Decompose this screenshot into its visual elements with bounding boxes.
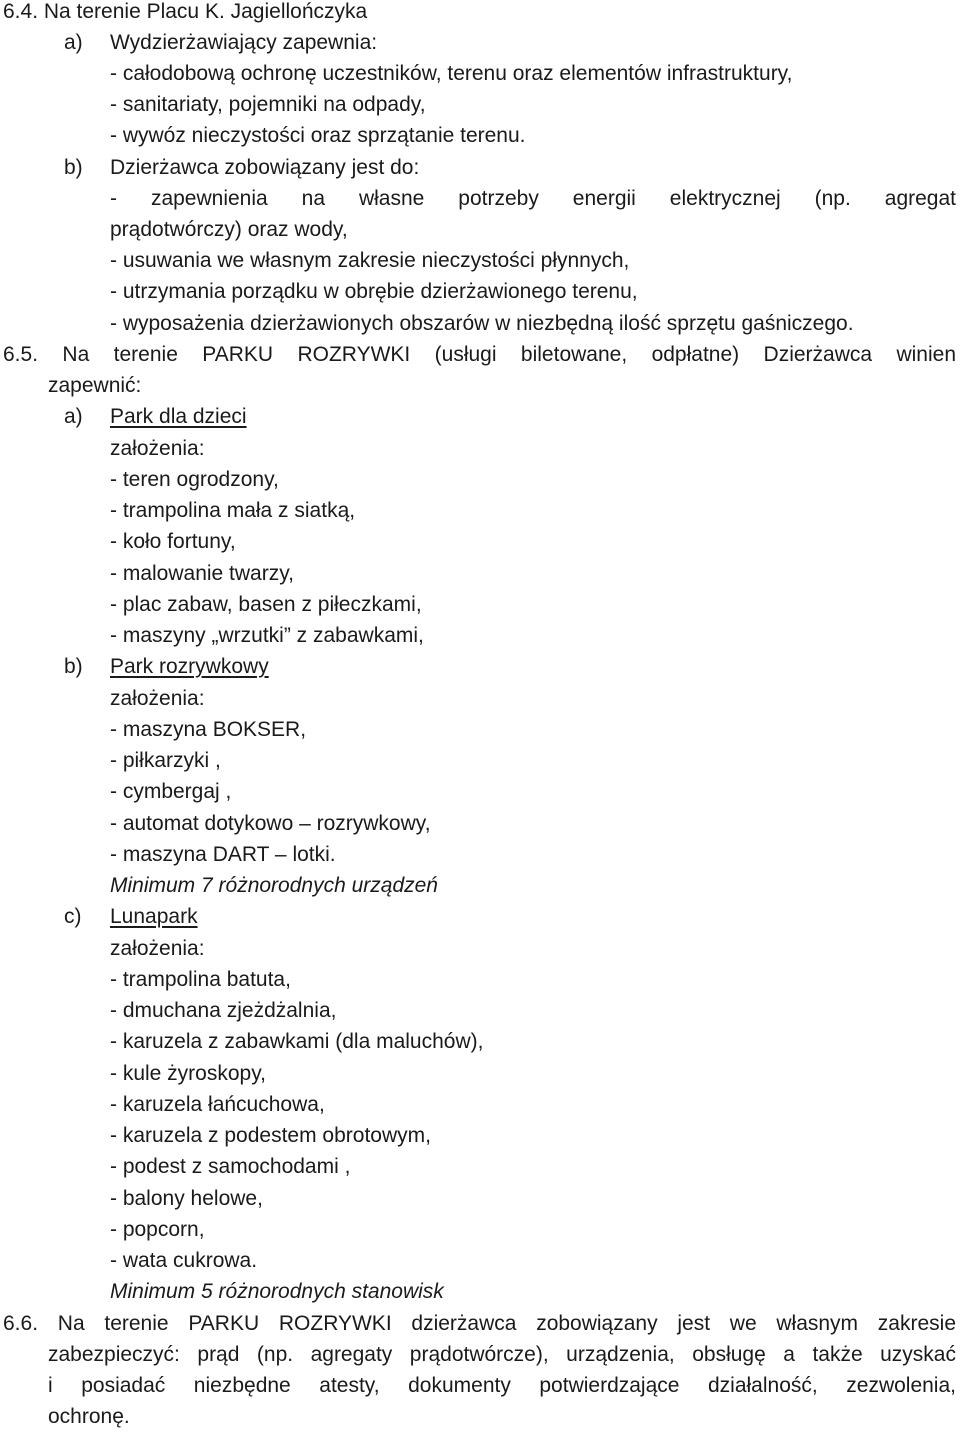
- list-item: - wata cukrowa.: [110, 1249, 258, 1272]
- list-item: - trampolina mała z siatką,: [110, 499, 356, 522]
- list-item: - utrzymania porządku w obrębie dzierżawionego terenu,: [110, 280, 638, 303]
- section-6-6-heading: 6.6. Na terenie PARKU ROZRYWKI dzierżawca zobowiązany jest we własnym zakresie: [3, 1312, 956, 1335]
- item-b-title: Dzierżawca zobowiązany jest do:: [110, 156, 420, 179]
- park-rozrywkowy-title: Park rozrywkowy: [110, 655, 269, 678]
- section-6-5-heading-continuation: zapewnić:: [48, 374, 142, 397]
- list-item: - maszyna DART – lotki.: [110, 843, 336, 866]
- item-a-title: Wydzierżawiający zapewnia:: [110, 31, 378, 54]
- list-item: - podest z samochodami ,: [110, 1155, 351, 1178]
- list-item: - cymbergaj ,: [110, 780, 232, 803]
- list-item: - balony helowe,: [110, 1187, 263, 1210]
- list-item: - wywóz nieczystości oraz sprzątanie terenu.: [110, 124, 526, 147]
- list-item: - karuzela łańcuchowa,: [110, 1093, 325, 1116]
- list-item: - teren ogrodzony,: [110, 468, 279, 491]
- list-item: - trampolina batuta,: [110, 968, 291, 991]
- item-c-marker: c): [64, 905, 82, 928]
- assumptions-label: założenia:: [110, 937, 205, 960]
- list-item: - karuzela z zabawkami (dla maluchów),: [110, 1030, 484, 1053]
- list-item: - dmuchana zjeżdżalnia,: [110, 999, 337, 1022]
- list-item: - maszyna BOKSER,: [110, 718, 307, 741]
- list-item: - malowanie twarzy,: [110, 562, 294, 585]
- list-item: - zapewnienia na własne potrzeby energii elektrycznej (np. agregat: [110, 187, 956, 210]
- list-item-continuation: prądotwórczy) oraz wody,: [110, 218, 348, 241]
- section-6-6-text: i posiadać niezbędne atesty, dokumenty potwierdzające działalność, zezwolenia,: [48, 1374, 956, 1397]
- section-6-6-text: ochronę.: [48, 1405, 130, 1428]
- list-item: - automat dotykowo – rozrywkowy,: [110, 812, 431, 835]
- list-item: - karuzela z podestem obrotowym,: [110, 1124, 431, 1147]
- list-item: - usuwania we własnym zakresie nieczystości płynnych,: [110, 249, 630, 272]
- item-a-marker: a): [64, 405, 83, 428]
- park-dla-dzieci-title: Park dla dzieci: [110, 405, 247, 428]
- list-item: - popcorn,: [110, 1218, 205, 1241]
- item-b-marker: b): [64, 655, 83, 678]
- item-a-marker: a): [64, 31, 83, 54]
- minimum-note: Minimum 7 różnorodnych urządzeń: [110, 874, 438, 897]
- list-item: - wyposażenia dzierżawionych obszarów w niezbędną ilość sprzętu gaśniczego.: [110, 312, 854, 335]
- list-item: - plac zabaw, basen z piłeczkami,: [110, 593, 422, 616]
- assumptions-label: założenia:: [110, 437, 205, 460]
- section-6-5-heading: 6.5. Na terenie PARKU ROZRYWKI (usługi biletowane, odpłatne) Dzierżawca winien: [3, 343, 956, 366]
- list-item: - maszyny „wrzutki” z zabawkami,: [110, 624, 424, 647]
- list-item: - całodobową ochronę uczestników, terenu oraz elementów infrastruktury,: [110, 62, 793, 85]
- list-item: - piłkarzyki ,: [110, 749, 221, 772]
- list-item: - sanitariaty, pojemniki na odpady,: [110, 93, 426, 116]
- section-6-4-heading: 6.4. Na terenie Placu K. Jagiellończyka: [3, 0, 368, 23]
- lunapark-title: Lunapark: [110, 905, 198, 928]
- section-6-6-text: zabezpieczyć: prąd (np. agregaty prądotwórcze), urządzenia, obsługę a także uzyskać: [48, 1343, 956, 1366]
- item-b-marker: b): [64, 156, 83, 179]
- list-item: - kule żyroskopy,: [110, 1062, 266, 1085]
- minimum-note: Minimum 5 różnorodnych stanowisk: [110, 1280, 444, 1303]
- list-item: - koło fortuny,: [110, 530, 236, 553]
- assumptions-label: założenia:: [110, 687, 205, 710]
